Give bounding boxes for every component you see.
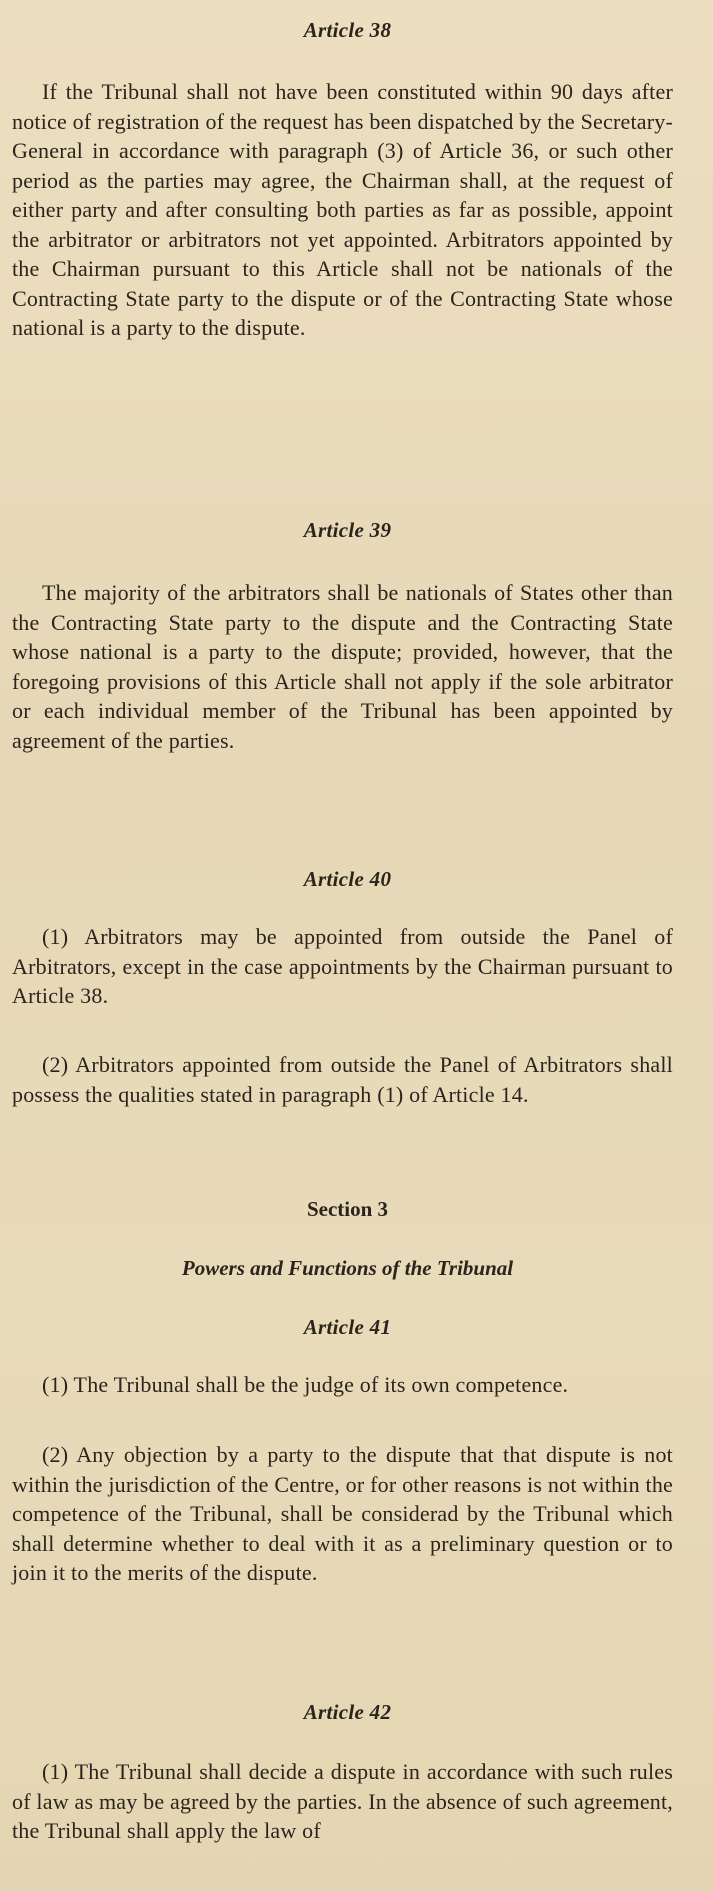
article-40: [12, 867, 673, 892]
article-heading: Article 41: [303, 1315, 392, 1339]
article-paragraph: (2) Any objection by a party to the dispute that that dispute is not within the jurisdiction of the Centre, or for other reasons is not within the competence of the Tribunal, shall be considerad by the Tribunal which shall determine whether to deal with it as a preliminary question or to join it to the merits of the dispute.: [12, 1442, 673, 1585]
article-paragraph: (1) Arbitrators may be appointed from outside the Panel of Arbitrators, except in the case appointments by the Chairman pursuant to Article 38.: [12, 924, 673, 1008]
article-heading: Article 42: [303, 1700, 392, 1724]
article-paragraph: The majority of the arbitrators shall be nationals of States other than the Contracting State party to the dispute and the Contracting State whose national is a party to the dispute; provided, however, that the foregoing provisions of this Article shall not apply if the sole arbitrator or each individual member of the Tribunal has been appointed by agreement of the parties.: [12, 580, 673, 753]
section-3: [12, 1197, 673, 1222]
article-paragraph: (1) The Tribunal shall be the judge of its own competence.: [42, 1372, 569, 1397]
article-41-body: [12, 1370, 673, 1400]
section-3-subtitle: [12, 1256, 673, 1281]
article-41-body-2: [12, 1440, 673, 1588]
article-42-body: [12, 1757, 673, 1846]
article-38: [12, 18, 673, 43]
article-41: [12, 1315, 673, 1340]
article-heading: Article 39: [303, 518, 392, 542]
article-heading: Article 38: [303, 18, 392, 42]
article-42: [12, 1700, 673, 1725]
article-40-body-2: [12, 1050, 673, 1109]
article-40-body: [12, 922, 673, 1011]
article-38-body: [12, 77, 673, 343]
article-heading: Article 40: [303, 867, 392, 891]
section-subtitle: Powers and Functions of the Tribunal: [181, 1256, 514, 1280]
article-paragraph: (1) The Tribunal shall decide a dispute in accordance with such rules of law as may be agreed by the parties. In the absence of such agreement, the Tribunal shall apply the law of: [12, 1759, 673, 1843]
article-paragraph: If the Tribunal shall not have been constituted within 90 days after notice of registration of the request has been dispatched by the Secretary-General in accordance with paragraph (3) of Article 36, or such other period as the parties may agree, the Chairman shall, at the request of either party and after consulting both parties as far as possible, appoint the arbitrator or arbitrators not yet appointed. Arbitrators appointed by the Chairman pursuant to this Article shall not be nationals of the Contracting State party to the dispute or of the Contracting State whose national is a party to the dispute.: [12, 79, 673, 340]
article-paragraph: (2) Arbitrators appointed from outside the Panel of Arbitrators shall possess the qualities stated in paragraph (1) of Article 14.: [12, 1052, 673, 1107]
section-heading: Section 3: [306, 1197, 389, 1221]
article-39: [12, 518, 673, 543]
article-39-body: [12, 578, 673, 755]
